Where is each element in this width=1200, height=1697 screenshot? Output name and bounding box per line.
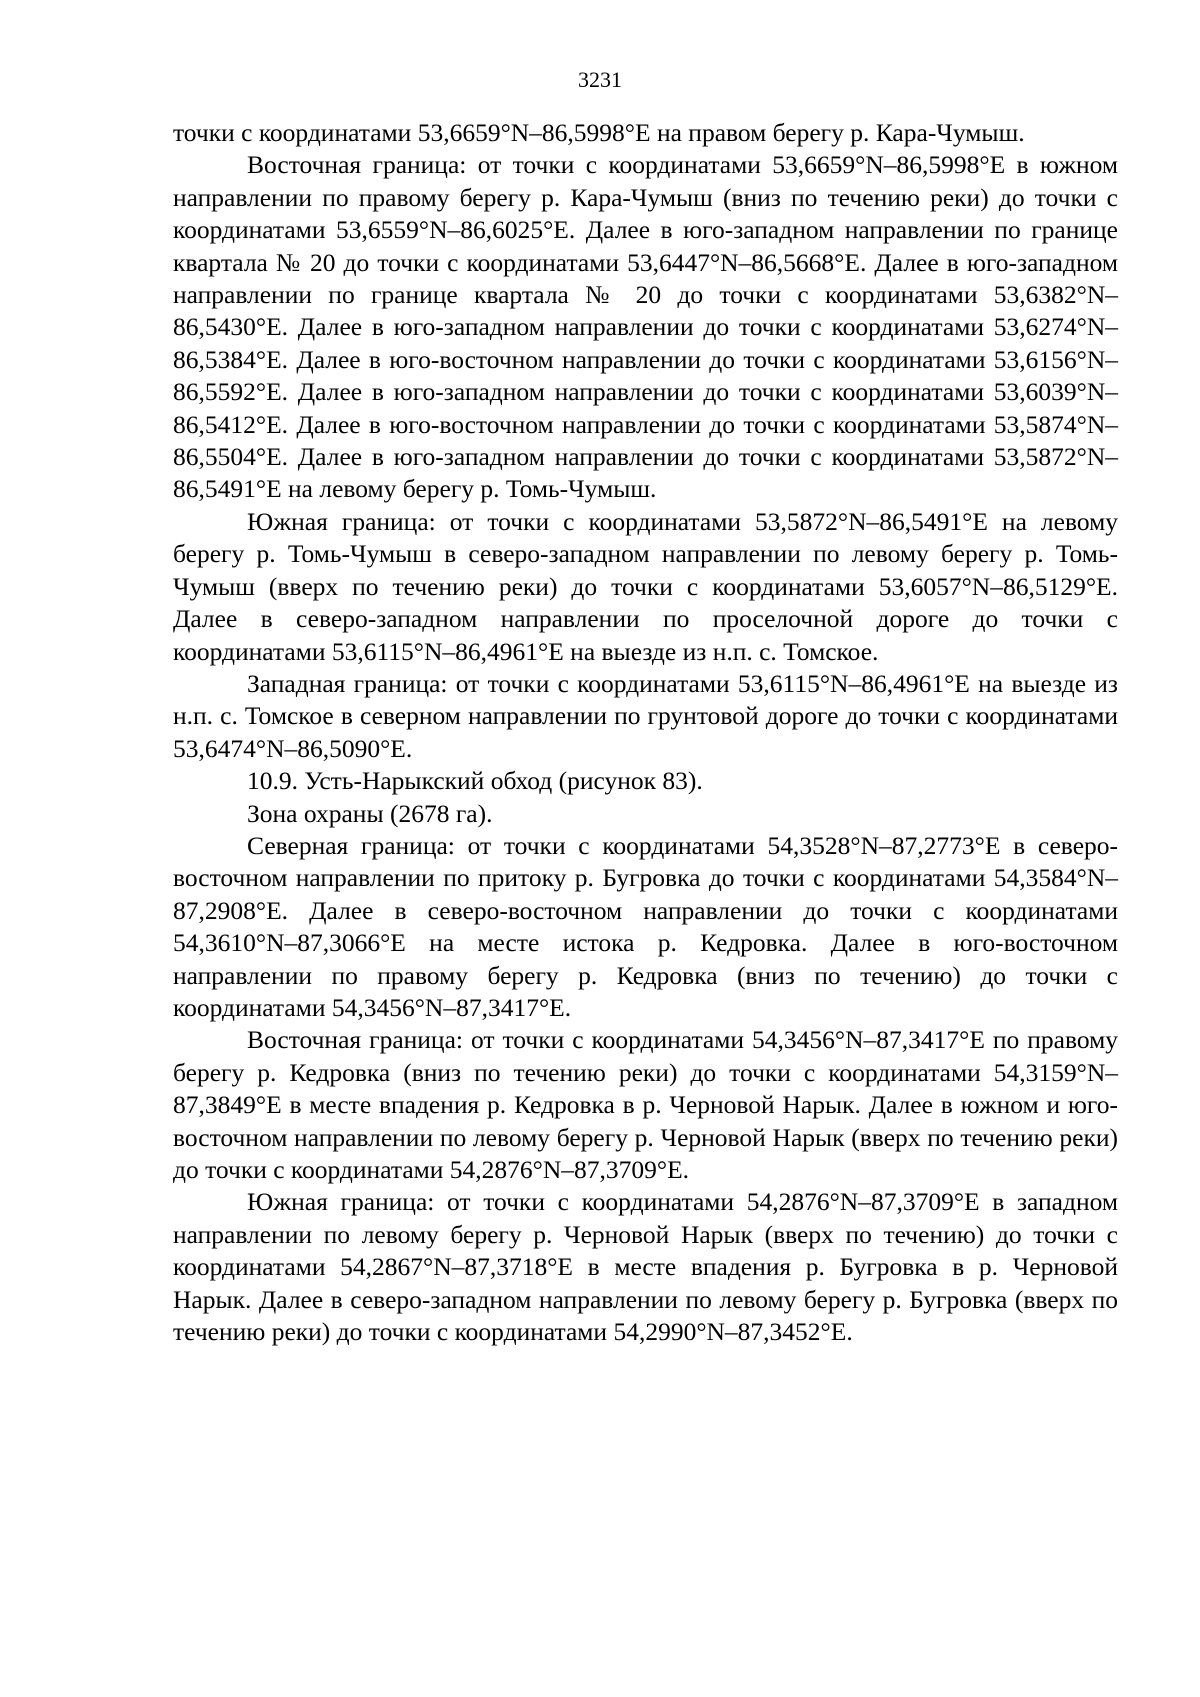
paragraph-southern-border-1: Южная граница: от точки с координатами 53,5872°N–86,5491°E на левому берегу р. Томь-Чумыш в северо-западном направлении по левому берегу р. Томь-Чумыш (вверх по течению реки) до точки с координатами 53,6057°N–86,5129°E. Далее в северо-западном направлении по проселочной дороге до точки с координатами 53,6115°N–86,4961°E на выезде из н.п. с. Томское. [173, 506, 1118, 666]
document-body [173, 117, 1118, 1348]
page-number: 3231 [578, 67, 622, 92]
paragraph-northern-border-2: Северная граница: от точки с координатами 54,3528°N–87,2773°E в северо-восточном направлении по притоку р. Бугровка до точки с координатами 54,3584°N–87,2908°E. Далее в северо-восточном направлении до точки с координатами 54,3610°N–87,3066°E на месте истока р. Кедровка. Далее в юго-восточном направлении по правому берегу р. Кедровка (вниз по течению) до точки с координатами 54,3456°N–87,3417°E. [173, 830, 1118, 1022]
paragraph-western-border-1: Западная граница: от точки с координатами 53,6115°N–86,4961°E на выезде из н.п. с. Томское в северном направлении по грунтовой дороге до точки с координатами 53,6474°N–86,5090°E. [173, 668, 1118, 763]
paragraph-southern-border-2: Южная граница: от точки с координатами 54,2876°N–87,3709°E в западном направлении по левому берегу р. Черновой Нарык (вверх по течению) до точки с координатами 54,2867°N–87,3718°E в месте впадения р. Бугровка в р. Черновой Нарык. Далее в северо-западном направлении по левому берегу р. Бугровка (вверх по течению реки) до точки с координатами 54,2990°N–87,3452°E. [173, 1187, 1118, 1347]
section-heading-10-9: 10.9. Усть-Нарыкский обход (рисунок 83). [247, 766, 703, 796]
paragraph-eastern-border-2: Восточная граница: от точки с координатами 54,3456°N–87,3417°E по правому берегу р. Кедровка (вниз по течению реки) до точки с координатами 54,3159°N–87,3849°E в месте впадения р. Кедровка в р. Черновой Нарык. Далее в южном и юго-восточном направлении по левому берегу р. Черновой Нарык (вверх по течению реки) до точки с координатами 54,2876°N–87,3709°E. [173, 1025, 1118, 1184]
paragraph-eastern-border-1: Восточная граница: от точки с координатами 53,6659°N–86,5998°E в южном направлении по правому берегу р. Кара-Чумыш (вниз по течению реки) до точки с координатами 53,6559°N–86,6025°E. Далее в юго-западном направлении по границе квартала № 20 до точки с координатами 53,6447°N–86,5668°E. Далее в юго-западном направлении по границе квартала № 20 до точки с координатами 53,6382°N–86,5430°E. Далее в юго-западном направлении до точки с координатами 53,6274°N–86,5384°E. Далее в юго-восточном направлении до точки с координатами 53,6156°N–86,5592°E. Далее в юго-западном направлении до точки с координатами 53,6039°N–86,5412°E. Далее в юго-восточном направлении до точки с координатами 53,5874°N–86,5504°E. Далее в юго-западном направлении до точки с координатами 53,5872°N–86,5491°E на левому берегу р. Томь-Чумыш. [173, 150, 1118, 504]
protection-zone-heading: Зона охраны (2678 га). [247, 798, 493, 828]
paragraph-continuation: точки с координатами 53,6659°N–86,5998°E на правом берегу р. Кара-Чумыш. [173, 118, 1025, 147]
